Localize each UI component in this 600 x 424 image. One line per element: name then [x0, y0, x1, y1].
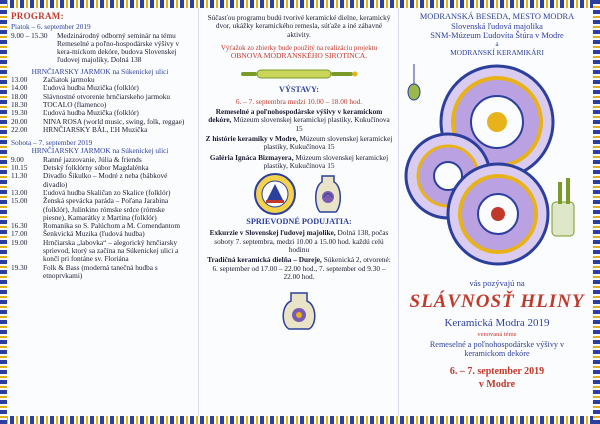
day2-label: Sobota – 7. september 2019: [11, 138, 93, 148]
program-row: [11, 197, 189, 222]
event-title: Tradičná keramická dielňa – Dureje,: [207, 255, 322, 265]
event-title: Galéria Ignáca Bizmayera,: [209, 152, 294, 162]
program-text: Ľudová hudba Skaličan zo Skalice (folklór): [43, 187, 171, 197]
event-detail: Dolná 138, počas soboty 7. septembra, medzi 10.00 a 15.00 hod. každú celú hodinu: [214, 228, 389, 255]
intro-text: Súčasťou programu budú tvorivé keramické dielne, keramický dvor, ukážky keramického remesla, súťaže a iné zábavné aktivity.: [207, 13, 391, 39]
organizer-conjunction: a: [495, 39, 499, 48]
day1-label: Piatok – 6. september 2019: [11, 22, 91, 32]
program-text: NINA ROSA (world music, swing, folk, reggae): [43, 116, 185, 126]
program-time: 19.30: [11, 108, 28, 118]
vystavy-list: [205, 108, 393, 170]
event-item: [205, 229, 393, 254]
program-text: Ľudová hudba Muzička (folklór): [43, 108, 139, 118]
jarmok1-list: [11, 76, 189, 134]
program-time: 22.00: [11, 124, 28, 134]
program-time: 17.00: [11, 229, 28, 239]
program-text: Romanika so S. Palúchom a M. Comendantom: [43, 221, 181, 231]
organizers: [402, 12, 592, 57]
jug-icon: [311, 172, 345, 216]
fold-line: [198, 8, 199, 416]
event-item: [205, 135, 393, 152]
vystavy-heading: VÝSTAVY:: [279, 85, 319, 95]
rolling-pin-icon: [205, 62, 393, 84]
program-text: Slávnostné otvorenie hrnčiarskeho jarmoku: [43, 91, 171, 101]
folk-border-bottom: [0, 416, 600, 424]
program-text: Šenkvická Muzika (ľudová hudba): [43, 229, 145, 239]
event-detail: Múzeum slovenskej keramickej plastiky, Kukučínova 15: [263, 152, 389, 170]
program-text: Folk & Bass (moderná tanečná hudba s etnoprvkami): [43, 262, 158, 280]
organizer-3: SNM-Múzeum Ľudovíta Štúra v Modre: [430, 31, 564, 41]
program-column: [11, 12, 189, 414]
theme-intro: venovaná téme: [477, 331, 517, 338]
organizer-1: MODRANSKÁ BESEDA, MESTO MODRA: [419, 12, 575, 21]
event-detail: Múzeum slovenskej keramickej plastiky, Kukučínova 15: [233, 115, 390, 133]
event-title: Z histórie keramiky v Modre,: [205, 133, 298, 143]
program-heading: PROGRAM:: [11, 11, 64, 21]
event-item: [205, 154, 393, 171]
fold-line: [398, 8, 399, 416]
program-time: 19.00: [11, 237, 28, 247]
folk-border-right: [593, 0, 600, 424]
brush-tool-icon: [552, 178, 574, 236]
ceramic-pendant-icon: [408, 64, 420, 100]
program-row: [11, 239, 189, 264]
events-column: [205, 12, 393, 414]
program-time: 16.30: [11, 221, 28, 231]
plate-icon: [448, 164, 548, 264]
program-text: Začiatok jarmoku: [43, 75, 95, 85]
program-text: TOCALO (flamenco): [43, 99, 107, 109]
festival-place: v Modre: [478, 379, 516, 390]
program-row: [11, 172, 189, 189]
program-time: 13.00: [11, 187, 28, 197]
event-detail: Múzeum slovenskej keramickej plastiky, Kukučínova 15: [263, 133, 393, 152]
program-text: Ľudová hudba Muzička (folklór): [43, 83, 139, 93]
program-row: [11, 126, 189, 134]
program-time: 19.30: [11, 262, 28, 272]
program-text: HRNČIARSKY BÁL, ĽH Muzička: [43, 124, 148, 134]
program-row: [11, 32, 189, 65]
festival-date: 6. – 7. september 2019: [449, 366, 545, 377]
festival-title: SLÁVNOSŤ HLINY: [409, 291, 585, 312]
sprievodne-heading: SPRIEVODNÉ PODUJATIA:: [246, 217, 352, 227]
festival-subtitle: Keramická Modra 2019: [444, 317, 550, 329]
sprievodne-list: [205, 229, 393, 281]
vystavy-date: 6. – 7. septembra medzi 10.00 – 18.00 hod.: [235, 96, 363, 106]
folk-border-left: [0, 0, 7, 424]
jarmok2-list: [11, 156, 189, 280]
event-item: [205, 256, 393, 281]
program-time: 9.00: [11, 154, 24, 164]
program-time: 20.00: [11, 116, 28, 126]
ceramic-vessels: [205, 172, 393, 216]
program-text: Divadlo Šikulko – Modré z neba (bábkové divadlo): [43, 171, 168, 189]
organizer-2: Slovenská ľudová majolika: [451, 21, 543, 31]
program-time: 14.00: [11, 83, 28, 93]
bottle-icon: [205, 285, 393, 331]
day1-list: [11, 32, 189, 65]
program-time: 18.00: [11, 91, 28, 101]
program-time: 13.00: [11, 75, 28, 85]
event-detail: Súkenická 2, otvorené: 6. september od 17.00 – 22.00 hod., 7. september od 9.30 – 22.00 hod.: [212, 255, 391, 281]
event-title: Exkurzie v Slovenskej ľudovej majolike,: [209, 228, 336, 238]
program-text: Ranné jazzovanie, Júlia & friends: [43, 154, 142, 164]
program-time: 10.15: [11, 163, 28, 173]
event-title: Remeselné a poľnohospodárske výšivy v keramickom dekóre,: [208, 107, 383, 125]
invite-line: vás pozývajú na: [469, 278, 525, 288]
program-text: Detský folklórny súbor Magdalénka: [43, 163, 149, 173]
program-row: [11, 264, 189, 281]
program-text: Medzinárodný odborný seminár na tému Remeselné a poľno-hospodárske výšivy v kera-mickom dekóre, budova Slovenskej ľudovej majoliky, Dolná 138: [57, 30, 180, 65]
proceeds-project: OBNOVA MODRANSKÉHO SIROTINCA.: [230, 51, 368, 61]
folk-border-top: [0, 0, 600, 8]
program-time: 11.30: [11, 171, 28, 181]
organizer-4: MODRANSKÍ KERAMIKÁRI: [450, 47, 544, 57]
program-time: 18.30: [11, 99, 28, 109]
program-time: 9.00 – 15.30: [11, 30, 48, 40]
jarmok2-heading: HRNČIARSKY JARMOK na Súkenickej ulici: [31, 146, 169, 156]
program-text: Hrnčiarska „labovka“ – alegorický hrnčiarsky sprievod, ktorý sa začína na Súkenickej ulici a končí pri fontáne sv. Floriána: [43, 237, 179, 264]
jarmok1-heading: HRNČIARSKY JARMOK na Súkenickej ulici: [31, 66, 169, 76]
program-time: 15.00: [11, 196, 28, 206]
decorated-plate-icon: [253, 172, 297, 216]
event-item: [205, 108, 393, 133]
proceeds-text: Výťažok zo zbierky bude použitý na realizáciu projektu: [220, 43, 378, 52]
program-text: Ženská spevácka paráda – Poľana Jarabina (folklór), Julinkino rómske srdce (rómske piesne), Kamarátky z Martina (folklór): [43, 196, 169, 222]
majolica-plates-illustration: [402, 64, 592, 270]
theme-text: Remeselné a poľnohospodárske výšivy v keramickom dekóre: [429, 340, 565, 359]
